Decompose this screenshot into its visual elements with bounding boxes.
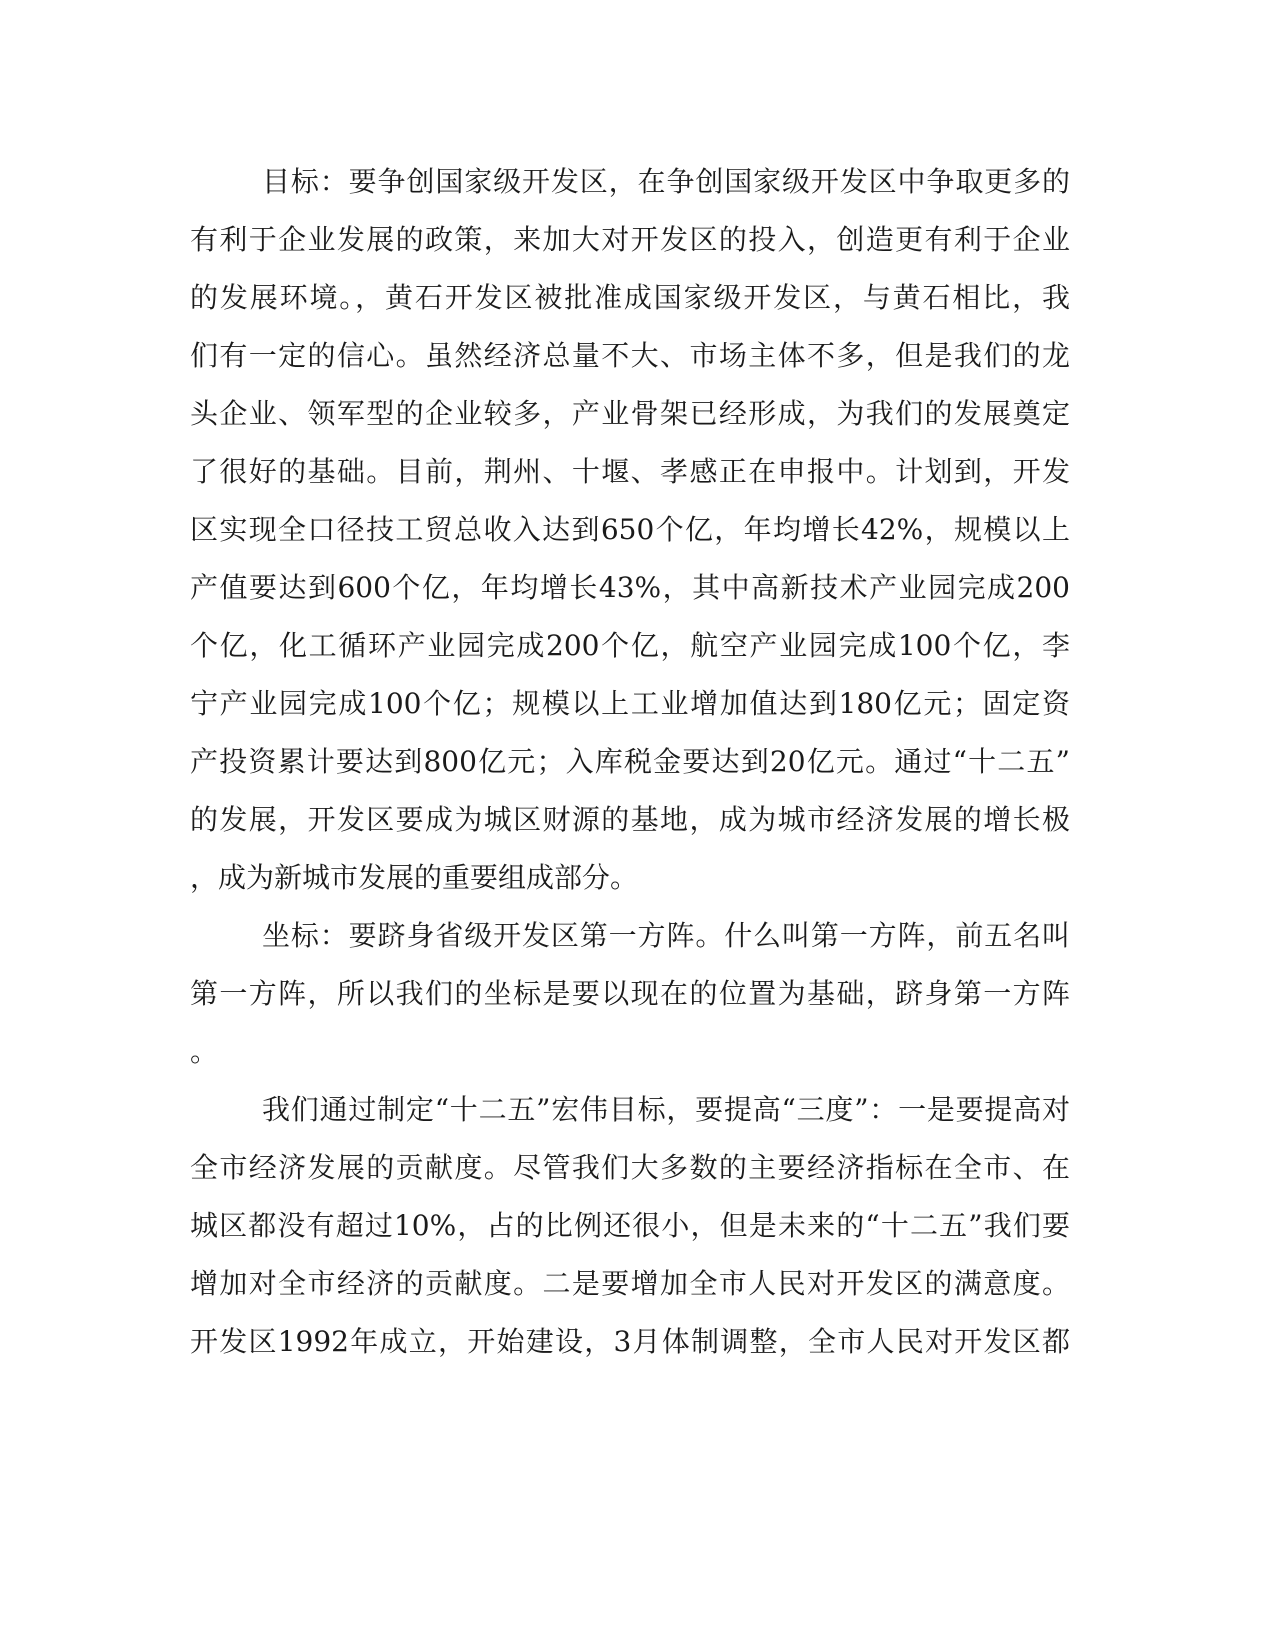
paragraph-1-line-4: 们有一定的信心。虽然经济总量不大、市场主体不多，但是我们的龙 (190, 339, 1070, 372)
paragraph-2-line-2: 第一方阵，所以我们的坐标是要以现在的位置为基础，跻身第一方阵 (190, 977, 1070, 1010)
paragraph-1-line-11: 产投资累计要达到800亿元；入库税金要达到20亿元。通过“十二五” (190, 745, 1070, 778)
paragraph-1-line-2: 有利于企业发展的政策，来加大对开发区的投入，创造更有利于企业 (190, 223, 1070, 256)
paragraph-2-line-3: 。 (190, 1035, 219, 1068)
paragraph-1-line-9: 个亿，化工循环产业园完成200个亿，航空产业园完成100个亿，李 (190, 629, 1070, 662)
paragraph-1-line-6: 了很好的基础。目前，荆州、十堰、孝感正在申报中。计划到，开发 (190, 455, 1070, 488)
paragraph-1-line-3: 的发展环境。，黄石开发区被批准成国家级开发区，与黄石相比，我 (190, 281, 1070, 314)
paragraph-1-line-13: ，成为新城市发展的重要组成部分。 (190, 861, 639, 894)
paragraph-2-line-1: 坐标：要跻身省级开发区第一方阵。什么叫第一方阵，前五名叫 (262, 919, 1070, 952)
paragraph-1-line-12: 的发展，开发区要成为城区财源的基地，成为城市经济发展的增长极 (190, 803, 1070, 836)
paragraph-3-line-3: 城区都没有超过10%，占的比例还很小，但是未来的“十二五”我们要 (190, 1209, 1070, 1242)
paragraph-1-line-1: 目标：要争创国家级开发区，在争创国家级开发区中争取更多的 (262, 165, 1070, 198)
paragraph-3-line-5: 开发区1992年成立，开始建设，3月体制调整，全市人民对开发区都 (190, 1325, 1070, 1358)
paragraph-1-line-7: 区实现全口径技工贸总收入达到650个亿，年均增长42%，规模以上 (190, 513, 1070, 546)
paragraph-3-line-4: 增加对全市经济的贡献度。二是要增加全市人民对开发区的满意度。 (190, 1267, 1070, 1300)
paragraph-1-line-8: 产值要达到600个亿，年均增长43%，其中高新技术产业园完成200 (190, 571, 1070, 604)
paragraph-3-line-1: 我们通过制定“十二五”宏伟目标，要提高“三度”：一是要提高对 (262, 1093, 1070, 1126)
paragraph-1-line-5: 头企业、领军型的企业较多，产业骨架已经形成，为我们的发展奠定 (190, 397, 1070, 430)
paragraph-3-line-2: 全市经济发展的贡献度。尽管我们大多数的主要经济指标在全市、在 (190, 1151, 1070, 1184)
paragraph-1-line-10: 宁产业园完成100个亿；规模以上工业增加值达到180亿元；固定资 (190, 687, 1070, 720)
